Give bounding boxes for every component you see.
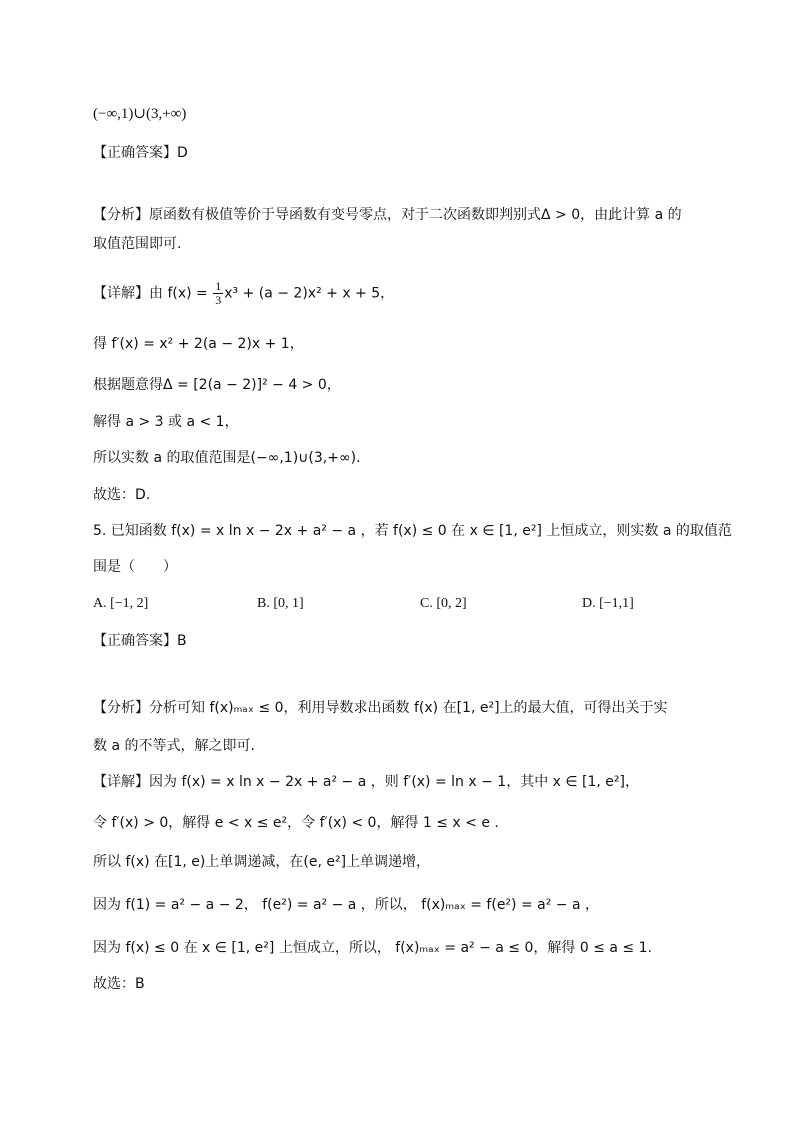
discriminant-line: 根据题意得Δ = [2(a − 2)]² − 4 > 0， — [93, 377, 341, 393]
detail-line-1 — [93, 280, 394, 307]
fraction-denominator: 3 — [215, 293, 222, 307]
correct-answer-label: 【正确答案】D — [93, 145, 188, 161]
analysis-2-line-1: 【分析】分析可知 f(x)ₘₐₓ ≤ 0，利用导数求出函数 f(x) 在[1, e²]上的最大值，可得出关于实 — [93, 700, 668, 716]
analysis-line-1: 【分析】原函数有极值等价于导函数有变号零点，对于二次函数即判别式Δ > 0，由此计算 a 的 — [93, 207, 682, 223]
detail-2-line-5: 因为 f(x) ≤ 0 在 x ∈ [1, e²] 上恒成立，所以， f(x)ₘₐₓ = a² − a ≤ 0，解得 0 ≤ a ≤ 1. — [93, 940, 652, 956]
range-conclusion-line: 所以实数 a 的取值范围是(−∞,1)∪(3,+∞). — [93, 450, 361, 466]
correct-answer-label-2: 【正确答案】B — [93, 633, 187, 649]
choice-line-d: 故选：D. — [93, 487, 151, 503]
option-b: B. [0, 1] — [257, 596, 304, 611]
derivative-line: 得 f′(x) = x² + 2(a − 2)x + 1， — [93, 336, 304, 352]
interval-answer: (−∞,1)∪(3,+∞) — [93, 106, 187, 122]
detail-2-line-4: 因为 f(1) = a² − a − 2， f(e²) = a² − a ，所以， f(x)ₘₐₓ = f(e²) = a² − a ， — [93, 897, 599, 913]
fraction-one-third — [213, 280, 223, 307]
analysis-line-2: 取值范围即可. — [93, 236, 182, 252]
option-d: D. [−1,1] — [582, 596, 634, 611]
solution-line: 解得 a > 3 或 a < 1， — [93, 414, 239, 430]
choice-line-b: 故选：B — [93, 976, 145, 992]
detail-2-line-2: 令 f′(x) > 0，解得 e < x ≤ e²，令 f′(x) < 0，解得 1 ≤ x < e . — [93, 815, 499, 831]
option-c: C. [0, 2] — [420, 596, 467, 611]
question-5-line-2: 围是（ ） — [93, 559, 177, 575]
detail-line-1-pre: 【详解】由 f(x) = — [93, 285, 213, 302]
fraction-numerator: 1 — [215, 279, 222, 293]
analysis-2-line-2: 数 a 的不等式，解之即可. — [93, 738, 255, 754]
detail-line-1-post: x³ + (a − 2)x² + x + 5， — [224, 285, 395, 302]
detail-2-line-1: 【详解】因为 f(x) = x ln x − 2x + a² − a ，则 f′(x) = ln x − 1，其中 x ∈ [1, e²]， — [93, 774, 639, 790]
option-a: A. [−1, 2] — [93, 596, 149, 611]
question-5-line-1: 5. 已知函数 f(x) = x ln x − 2x + a² − a ，若 f(x) ≤ 0 在 x ∈ [1, e²] 上恒成立，则实数 a 的取值范 — [93, 523, 732, 539]
detail-2-line-3: 所以 f(x) 在[1, e)上单调递减，在(e, e²]上单调递增， — [93, 854, 431, 870]
